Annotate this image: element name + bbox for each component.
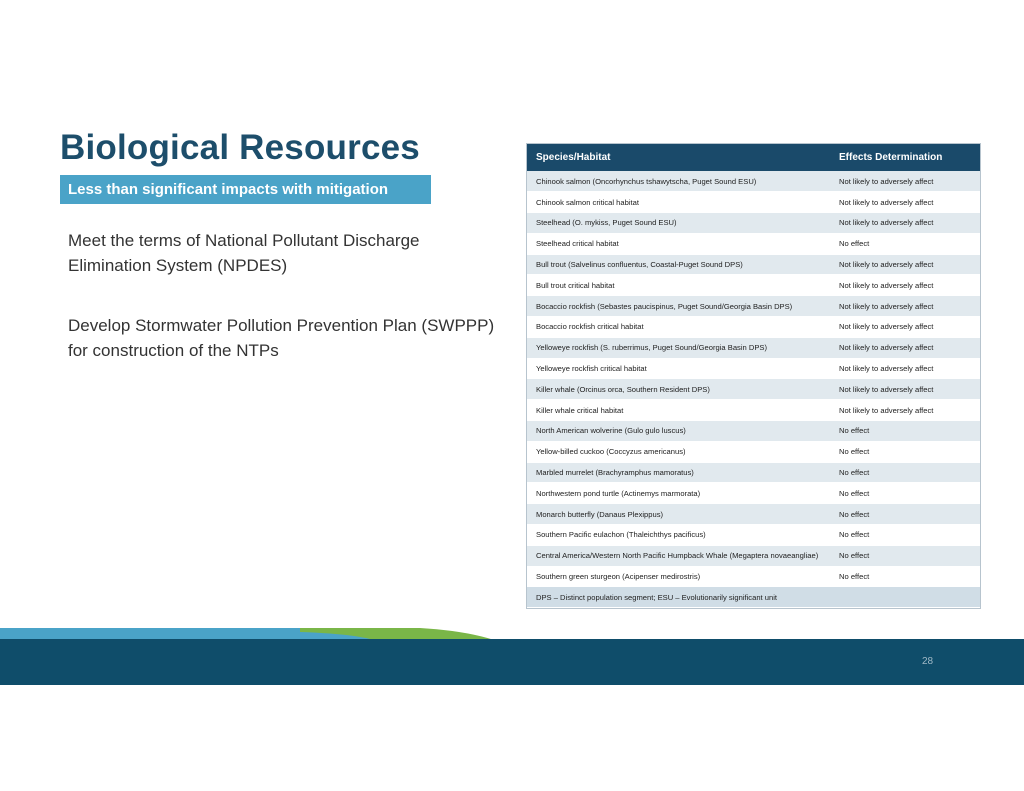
effect-cell: Not likely to adversely affect — [830, 358, 980, 379]
species-cell: Bocaccio rockfish critical habitat — [527, 317, 830, 338]
bottom-band — [0, 639, 1024, 685]
species-cell: North American wolverine (Gulo gulo luscus) — [527, 421, 830, 442]
effect-cell: No effect — [830, 421, 980, 442]
effect-cell: No effect — [830, 566, 980, 587]
table-header-row — [527, 144, 980, 171]
species-cell: Bocaccio rockfish (Sebastes paucispinus, Puget Sound/Georgia Basin DPS) — [527, 296, 830, 317]
species-cell: Chinook salmon (Oncorhynchus tshawytscha, Puget Sound ESU) — [527, 171, 830, 192]
effect-cell: No effect — [830, 545, 980, 566]
table-row — [527, 545, 980, 566]
species-cell: Southern green sturgeon (Acipenser medirostris) — [527, 566, 830, 587]
table-row — [527, 504, 980, 525]
effect-cell: Not likely to adversely affect — [830, 213, 980, 234]
species-cell: Steelhead critical habitat — [527, 233, 830, 254]
table-row — [527, 379, 980, 400]
effect-cell: Not likely to adversely affect — [830, 379, 980, 400]
table-row — [527, 233, 980, 254]
table-row — [527, 421, 980, 442]
table-row — [527, 566, 980, 587]
species-cell: Northwestern pond turtle (Actinemys marmorata) — [527, 483, 830, 504]
effect-cell: Not likely to adversely affect — [830, 400, 980, 421]
species-cell: Bull trout critical habitat — [527, 275, 830, 296]
species-cell: Yelloweye rockfish (S. ruberrimus, Puget Sound/Georgia Basin DPS) — [527, 337, 830, 358]
table-row — [527, 462, 980, 483]
species-effects-table — [526, 143, 981, 609]
effect-cell: Not likely to adversely affect — [830, 275, 980, 296]
effect-cell: Not likely to adversely affect — [830, 296, 980, 317]
table-row — [527, 296, 980, 317]
effect-cell: Not likely to adversely affect — [830, 337, 980, 358]
effect-cell: No effect — [830, 233, 980, 254]
table-row — [527, 213, 980, 234]
species-cell: Killer whale critical habitat — [527, 400, 830, 421]
effect-cell: Not likely to adversely affect — [830, 317, 980, 338]
species-cell: Monarch butterfly (Danaus Plexippus) — [527, 504, 830, 525]
species-cell: Chinook salmon critical habitat — [527, 192, 830, 213]
effect-cell: No effect — [830, 525, 980, 546]
table-row — [527, 441, 980, 462]
effect-cell: Not likely to adversely affect — [830, 192, 980, 213]
species-cell: Steelhead (O. mykiss, Puget Sound ESU) — [527, 213, 830, 234]
impact-badge: Less than significant impacts with mitigation — [60, 175, 431, 204]
table-row — [527, 171, 980, 192]
bullet-swppp: Develop Stormwater Pollution Prevention Plan (SWPPP) for construction of the NTPs — [68, 316, 495, 360]
species-cell: Central America/Western North Pacific Humpback Whale (Megaptera novaeangliae) — [527, 545, 830, 566]
effect-cell: No effect — [830, 462, 980, 483]
table-footnote-row — [527, 587, 980, 608]
effect-cell: Not likely to adversely affect — [830, 254, 980, 275]
table-row — [527, 275, 980, 296]
page-number: 28 — [922, 656, 934, 667]
slide-title: Biological Resources — [60, 128, 420, 167]
table-row — [527, 483, 980, 504]
table-row — [527, 400, 980, 421]
species-cell: Bull trout (Salvelinus confluentus, Coastal-Puget Sound DPS) — [527, 254, 830, 275]
table-row — [527, 337, 980, 358]
table-row — [527, 192, 980, 213]
species-cell: Yelloweye rockfish critical habitat — [527, 358, 830, 379]
effect-cell: Not likely to adversely affect — [830, 171, 980, 192]
species-cell: Marbled murrelet (Brachyramphus mamoratus) — [527, 462, 830, 483]
table-row — [527, 525, 980, 546]
table-row — [527, 358, 980, 379]
species-cell: Southern Pacific eulachon (Thaleichthys pacificus) — [527, 525, 830, 546]
species-cell: Killer whale (Orcinus orca, Southern Resident DPS) — [527, 379, 830, 400]
bullet-npdes: Meet the terms of National Pollutant Discharge Elimination System (NPDES) — [68, 231, 420, 275]
header-effects-determination: Effects Determination — [830, 144, 980, 171]
table-footnote: DPS – Distinct population segment; ESU – Evolutionarily significant unit — [527, 587, 980, 608]
table-row — [527, 317, 980, 338]
species-cell: Yellow-billed cuckoo (Coccyzus americanus) — [527, 441, 830, 462]
effect-cell: No effect — [830, 441, 980, 462]
effect-cell: No effect — [830, 483, 980, 504]
table-row — [527, 254, 980, 275]
effect-cell: No effect — [830, 504, 980, 525]
header-species-habitat: Species/Habitat — [527, 144, 830, 171]
